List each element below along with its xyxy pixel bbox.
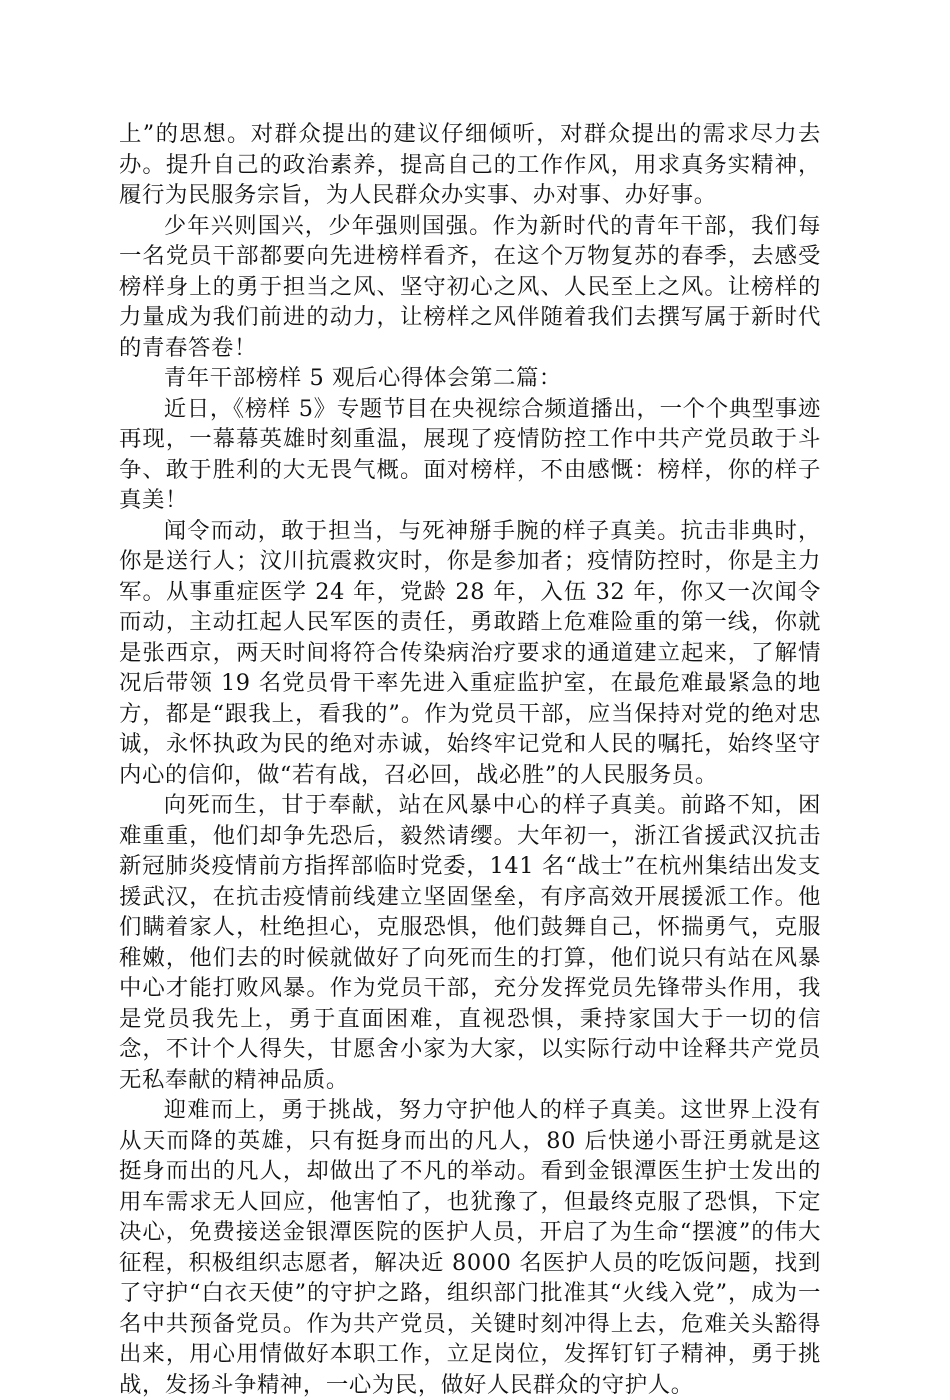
paragraph-5: 向死而生，甘于奉献，站在风暴中心的样子真美。前路不知，困难重重，他们却争先恐后，毅然请缨。大年初一，浙江省援武汉抗击新冠肺炎疫情前方指挥部临时党委，141 名“战士”在杭州集结出发支援武汉，在抗击疫情前线建立坚固堡垒，有序高效开展援派工作。他们瞒着家人，杜绝担心，克服恐惧，他们鼓舞自己，怀揣勇气，克服稚嫩，他们去的时候就做好了向死而生的打算，他们说只有站在风暴中心才能打败风暴。作为党员干部，充分发挥党员先锋带头作用，我是党员我先上，勇于直面困难，直视恐惧，秉持家国大于一切的信念，不计个人得失，甘愿舍小家为大家，以实际行动中诠释共产党员无私奉献的精神品质。 [119,792,821,1093]
paragraph-2: 少年兴则国兴，少年强则国强。作为新时代的青年干部，我们每一名党员干部都要向先进榜样看齐，在这个万物复苏的春季，去感受榜样身上的勇于担当之风、坚守初心之风、人民至上之风。让榜样的力量成为我们前进的动力，让榜样之风伴随着我们去撰写属于新时代的青春答卷！ [119,212,821,361]
section-heading: 青年干部榜样 5 观后心得体会第二篇： [163,365,562,391]
paragraph-6: 迎难而上，勇于挑战，努力守护他人的样子真美。这世界上没有从天而降的英雄，只有挺身而出的凡人，80 后快递小哥汪勇就是这挺身而出的凡人，却做出了不凡的举动。看到金银潭医生护士发出的用车需求无人回应，他害怕了，也犹豫了，但最终克服了恐惧，下定决心，免费接送金银潭医院的医护人员，开启了为生命“摆渡”的伟大征程，积极组织志愿者，解决近 8000 名医护人员的吃饭问题，找到了守护“白衣天使”的守护之路，组织部门批准其“火线入党”，成为一名中共预备党员。作为共产党员，关键时刻冲得上去，危难关头豁得出来，用心用情做好本职工作，立足岗位，发挥钉钉子精神，勇于挑战，发扬斗争精神，一心为民，做好人民群众的守护人。 [119,1097,821,1398]
document-body [119,119,821,1400]
paragraph-4: 闻令而动，敢于担当，与死神掰手腕的样子真美。抗击非典时，你是送行人；汶川抗震救灾时，你是参加者；疫情防控时，你是主力军。从事重症医学 24 年，党龄 28 年，入伍 32 年，你又一次闻令而动，主动扛起人民军医的责任，勇敢踏上危难险重的第一线，你就是张西京，两天时间将符合传染病治疗要求的通道建立起来，了解情况后带领 19 名党员骨干率先进入重症监护室，在最危难最紧急的地方，都是“跟我上，看我的”。作为党员干部，应当保持对党的绝对忠诚，永怀执政为民的绝对赤诚，始终牢记党和人民的嘱托，始终坚守内心的信仰，做“若有战，召必回，战必胜”的人民服务员。 [119,517,821,788]
paragraph-3: 近日，《榜样 5》专题节目在央视综合频道播出，一个个典型事迹再现，一幕幕英雄时刻重温，展现了疫情防控工作中共产党员敢于斗争、敢于胜利的大无畏气概。面对榜样，不由感慨：榜样，你的样子真美！ [119,395,821,513]
paragraph-1: 上”的思想。对群众提出的建议仔细倾听，对群众提出的需求尽力去办。提升自己的政治素养，提高自己的工作作风，用求真务实精神，履行为民服务宗旨，为人民群众办实事、办对事、办好事。 [119,121,821,208]
